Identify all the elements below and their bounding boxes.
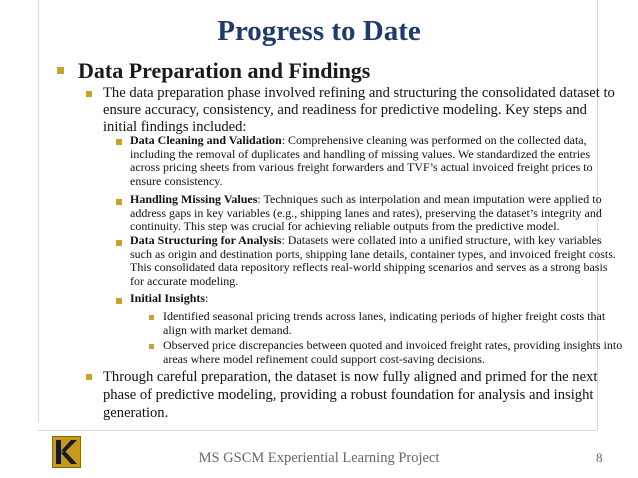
item-structuring	[130, 234, 618, 288]
item-bullet-icon	[116, 139, 122, 145]
insight-bullet-icon	[149, 315, 154, 320]
item-text: :	[205, 291, 209, 305]
page-number: 8	[596, 450, 603, 465]
item-cleaning	[130, 134, 618, 188]
conclusion-paragraph: Through careful preparation, the dataset is now fully aligned and primed for the next phase of predictive modeling, providing a robust foundation for analysis and insight generation.	[103, 369, 598, 421]
insight-bullet-icon	[149, 344, 154, 349]
item-insights	[130, 292, 618, 306]
item-label: Data Structuring for Analysis	[130, 233, 282, 247]
item-text: : Datasets were collated into a unified structure, with key variables such as origin and destination ports, shipping lane details, container types, and invoiced freight costs. This consolidated data repository reflects real-world shipping scenarios and serves as a strong basis for accurate modeling.	[130, 233, 616, 288]
heading-bullet-icon	[57, 67, 64, 74]
frame-line-left	[38, 0, 39, 422]
item-text: : Comprehensive cleaning was performed on the collected data, including the removal of duplicates and handling of missing values. We standardized the entries across pricing sheets from various freight forwarders and TVF’s actual invoiced freight prices to ensure consistency.	[130, 133, 593, 188]
item-bullet-icon	[116, 199, 122, 205]
item-label: Data Cleaning and Validation	[130, 133, 282, 147]
intro-bullet-icon	[86, 91, 92, 97]
conclusion-bullet-icon	[86, 374, 92, 380]
intro-paragraph: The data preparation phase involved refining and structuring the consolidated dataset to ensure accuracy, consistency, and readiness for predictive modeling. Key steps and initial findings included:	[103, 85, 615, 135]
frame-line-bottom	[38, 430, 598, 431]
insight-seasonal: Identified seasonal pricing trends across lanes, indicating periods of higher freight costs that align with market demand.	[163, 309, 606, 337]
item-label: Initial Insights	[130, 291, 206, 305]
insight-discrepancies: Observed price discrepancies between quoted and invoiced freight rates, providing insights into areas where model refinement could support cost-saving decisions.	[163, 338, 623, 366]
footer-project: MS GSCM Experiential Learning Project	[198, 450, 440, 466]
section-heading: Data Preparation and Findings	[78, 58, 371, 83]
slide-title: Progress to Date	[217, 15, 421, 47]
item-label: Handling Missing Values	[130, 192, 258, 206]
item-bullet-icon	[116, 298, 122, 304]
item-text: : Techniques such as interpolation and mean imputation were applied to address gaps in key variables (e.g., shipping lanes and rates), preserving the dataset’s integrity and continuity. This step was crucial for achieving reliable outputs from the predictive model.	[130, 192, 602, 234]
item-bullet-icon	[116, 240, 122, 246]
item-missing-values	[130, 193, 618, 234]
